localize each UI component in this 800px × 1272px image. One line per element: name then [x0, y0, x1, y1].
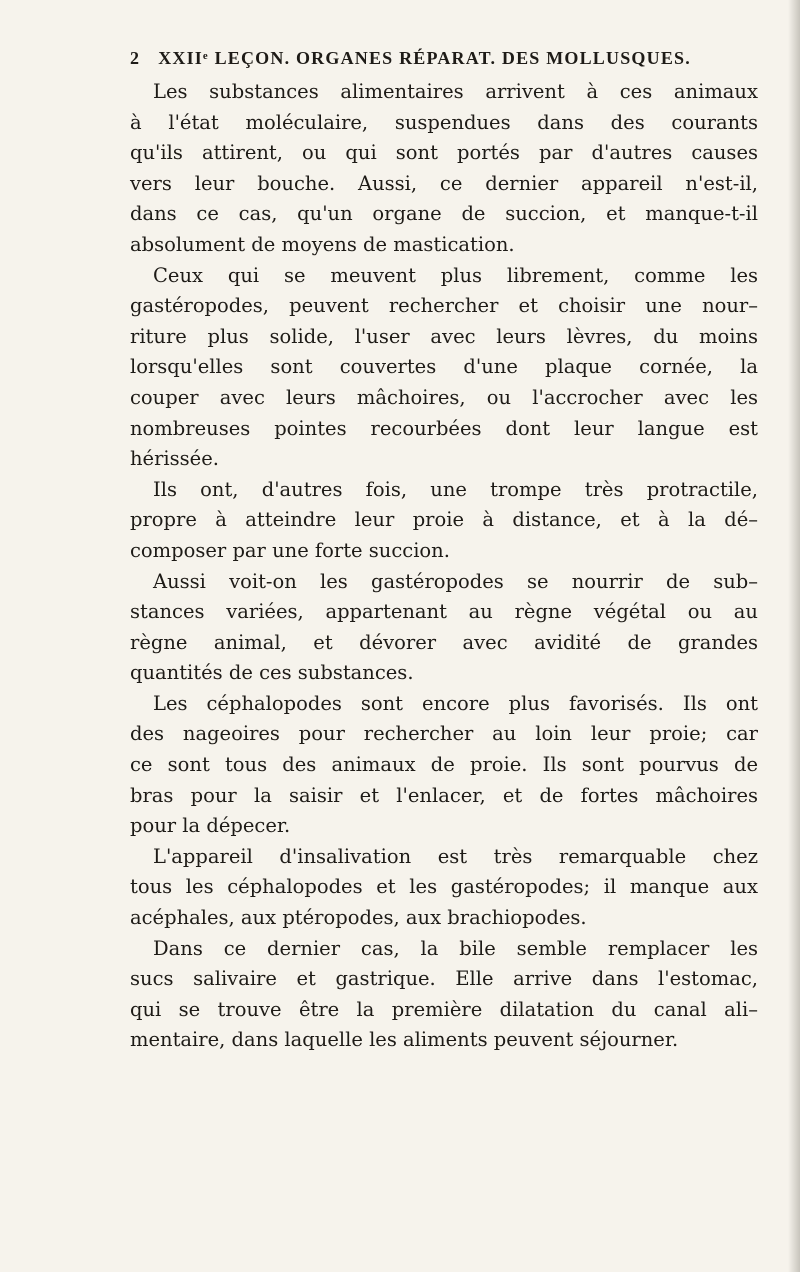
paragraph [130, 934, 758, 1056]
paragraph [130, 567, 758, 689]
text-line: Dans ce dernier cas, la bile semble remplacer les [153, 936, 758, 960]
text-line: Les céphalopodes sont encore plus favorisés. Ils ont [153, 691, 758, 715]
text-line: qu'ils attirent, ou qui sont portés par d'autres causes [130, 141, 758, 165]
text-line: vers leur bouche. Aussi, ce dernier appareil n'est-il, [130, 171, 758, 195]
text-line: tous les céphalopodes et les gastéropodes; il manque aux [130, 875, 758, 899]
text-line: Ils ont, d'autres fois, une trompe très protractile, [153, 477, 758, 501]
text-line: des nageoires pour rechercher au loin leur proie; car [130, 722, 758, 746]
text-line: ce sont tous des animaux de proie. Ils sont pourvus de [130, 753, 758, 777]
text-line: riture plus solide, l'user avec leurs lèvres, du moins [130, 324, 758, 348]
text-line: bras pour la saisir et l'enlacer, et de fortes mâchoires [130, 783, 758, 807]
text-line: propre à atteindre leur proie à distance, et à la dé– [130, 508, 758, 532]
page-edge-shadow [788, 0, 800, 1272]
paragraph [130, 261, 758, 475]
text-line: quantités de ces substances. [130, 661, 414, 685]
body-text [130, 77, 758, 1056]
text-line: Aussi voit-on les gastéropodes se nourrir de sub– [153, 569, 758, 593]
text-line: nombreuses pointes recourbées dont leur langue est [130, 416, 758, 440]
text-line: L'appareil d'insalivation est très remarquable chez [153, 844, 758, 868]
paragraph [130, 689, 758, 842]
text-line: composer par une forte succion. [130, 538, 450, 562]
page-number: 2 [130, 48, 141, 68]
text-line: couper avec leurs mâchoires, ou l'accrocher avec les [130, 385, 758, 409]
text-line: à l'état moléculaire, suspendues dans des courants [130, 110, 758, 134]
text-line: pour la dépecer. [130, 814, 291, 838]
text-line: absolument de moyens de mastication. [130, 232, 515, 256]
book-page [130, 48, 758, 1056]
text-line: qui se trouve être la première dilatation du canal ali– [130, 997, 758, 1021]
text-line: dans ce cas, qu'un organe de succion, et manque-t-il [130, 202, 758, 226]
text-line: gastéropodes, peuvent rechercher et choisir une nour– [130, 294, 758, 318]
running-head [130, 48, 758, 69]
text-line: hérissée. [130, 447, 219, 471]
text-line: lorsqu'elles sont couvertes d'une plaque cornée, la [130, 355, 758, 379]
paragraph [130, 77, 758, 261]
text-line: Les substances alimentaires arrivent à ces animaux [153, 80, 758, 103]
paragraph [130, 842, 758, 934]
text-line: mentaire, dans laquelle les aliments peuvent séjourner. [130, 1028, 679, 1052]
text-line: stances variées, appartenant au règne végétal ou au [130, 600, 758, 624]
text-line: sucs salivaire et gastrique. Elle arrive dans l'estomac, [130, 967, 758, 991]
text-line: acéphales, aux ptéropodes, aux brachiopodes. [130, 906, 587, 930]
paragraph [130, 475, 758, 567]
text-line: Ceux qui se meuvent plus librement, comme les [153, 263, 758, 287]
running-title: XXIIᵉ LEÇON. ORGANES RÉPARAT. DES MOLLUSQUES. [158, 48, 691, 68]
text-line: règne animal, et dévorer avec avidité de grandes [130, 630, 758, 654]
